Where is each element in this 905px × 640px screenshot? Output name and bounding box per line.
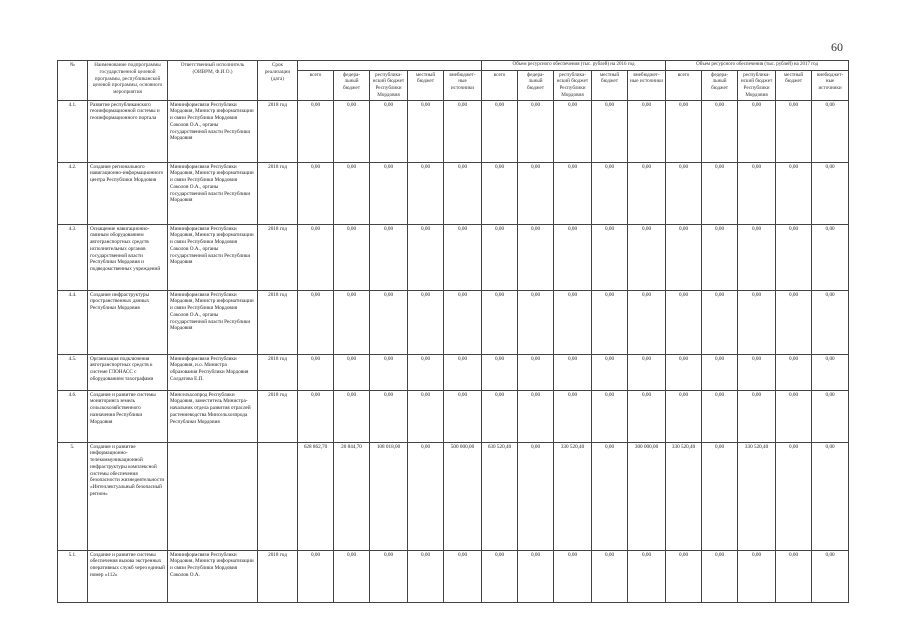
value-cell: 0,00 [518,162,554,224]
value-cell: 0,00 [444,162,482,224]
subheader-cell: республика-нский бюджет Республики Мордовия [370,70,408,100]
row-responsible: Мининформсвязи Республики Мордовия, Министр информатизации и связи Республики Мордовия Соколов О.А., органы государственной власти Республики Мордовия [168,290,258,354]
value-cell: 0,00 [482,550,518,602]
value-cell: 0,00 [702,550,738,602]
row-name: Создание и развитие системы мониторинга земель сельскохозяйственного назначения Республики Мордовия [88,390,168,442]
row-term: 2018 год [258,224,298,290]
value-cell: 0,00 [812,224,849,290]
value-cell: 0,00 [518,290,554,354]
value-cell: 0,00 [334,354,370,390]
subheader-cell: местный бюджет [776,70,812,100]
row-responsible: Мининформсвязи Республики Мордовия, и.о. Министра образования Республики Мордовия Солдатова Е.П. [168,354,258,390]
header-group-2015 [298,61,482,71]
header-group-2017: Объем ресурсного обеспечения (тыс. рублей) на 2017 год [666,61,849,71]
value-cell: 0,00 [812,390,849,442]
row-name: Создание инфраструктуры пространственных данных Республики Мордовия [88,290,168,354]
value-cell: 0,00 [702,100,738,162]
page-number: 60 [831,40,843,54]
row-number: 4.6. [58,390,88,442]
table-row [58,354,849,390]
value-cell: 0,00 [738,354,776,390]
subheader-cell: республика-нский бюджет Республики Мордовия [738,70,776,100]
value-cell: 0,00 [554,390,592,442]
value-cell: 0,00 [738,224,776,290]
value-cell: 0,00 [482,100,518,162]
row-responsible: Мининформсвязи Республики Мордовия, Министр информатизации и связи Республики Мордовия Соколов О.А., органы государственной власти Республики Мордовия [168,224,258,290]
header-row-1 [58,61,849,71]
value-cell: 0,00 [628,290,666,354]
row-responsible: Мининформсвязи Республики Мордовия, Министр информатизации и связи Республики Мордовия Соколов О.А., органы государственной власти Республики Мордовия [168,100,258,162]
value-cell: 0,00 [408,162,444,224]
resource-table [57,60,849,603]
value-cell: 0,00 [408,442,444,550]
value-cell: 0,00 [702,290,738,354]
row-term [258,442,298,550]
row-term: 2018 год [258,290,298,354]
table-row [58,162,849,224]
subheader-cell: республика-нский бюджет Республики Мордовия [554,70,592,100]
value-cell: 0,00 [408,224,444,290]
value-cell: 630 520,40 [482,442,518,550]
value-cell: 0,00 [702,354,738,390]
value-cell: 0,00 [554,162,592,224]
value-cell: 0,00 [812,162,849,224]
value-cell: 0,00 [666,290,702,354]
header-no: № [58,61,88,101]
row-term: 2018 год [258,162,298,224]
value-cell: 0,00 [482,162,518,224]
value-cell: 0,00 [444,550,482,602]
value-cell: 0,00 [702,442,738,550]
value-cell: 108 018,00 [370,442,408,550]
value-cell: 0,00 [334,162,370,224]
value-cell: 0,00 [592,550,628,602]
subheader-cell: местный бюджет [408,70,444,100]
value-cell: 0,00 [776,390,812,442]
row-number: 4.3. [58,224,88,290]
value-cell: 0,00 [776,550,812,602]
value-cell: 0,00 [812,442,849,550]
value-cell: 0,00 [776,224,812,290]
table-row [58,390,849,442]
value-cell: 0,00 [738,162,776,224]
table-row [58,224,849,290]
value-cell: 0,00 [298,162,334,224]
value-cell: 0,00 [628,550,666,602]
value-cell: 0,00 [444,354,482,390]
row-number: 5.1. [58,550,88,602]
value-cell: 0,00 [334,390,370,442]
value-cell: 628 862,70 [298,442,334,550]
row-number: 5. [58,442,88,550]
value-cell: 0,00 [370,354,408,390]
value-cell: 0,00 [334,290,370,354]
value-cell: 0,00 [370,100,408,162]
row-name: Развитие республиканского геоинформационной системы и геоинформационного портала [88,100,168,162]
value-cell: 0,00 [334,224,370,290]
value-cell: 0,00 [592,390,628,442]
row-responsible: Мининформсвязи Республики Мордовия, Министр информатизации и связи Республики Мордовия Соколов О.А., органы государственной власти Республики Мордовия [168,162,258,224]
value-cell: 0,00 [518,442,554,550]
value-cell: 0,00 [408,550,444,602]
value-cell: 0,00 [518,390,554,442]
row-term: 2018 год [258,354,298,390]
value-cell: 0,00 [554,550,592,602]
value-cell: 0,00 [298,100,334,162]
value-cell: 0,00 [812,290,849,354]
value-cell: 0,00 [444,390,482,442]
value-cell: 0,00 [444,224,482,290]
value-cell: 0,00 [666,550,702,602]
value-cell: 0,00 [298,550,334,602]
document-body [57,60,848,603]
value-cell: 0,00 [518,354,554,390]
subheader-cell: федера-льный бюджет [518,70,554,100]
subheader-cell: всего [482,70,518,100]
value-cell: 500 000,00 [444,442,482,550]
value-cell: 0,00 [592,290,628,354]
row-name: Создание и развитие системы обеспечения вызова экстренных оперативных служб через единый номер «112» [88,550,168,602]
value-cell: 0,00 [298,224,334,290]
value-cell: 0,00 [370,390,408,442]
value-cell: 0,00 [518,550,554,602]
value-cell: 0,00 [738,390,776,442]
row-name: Создание регионального навигационно-информационного центра Республики Мордовия [88,162,168,224]
row-responsible: Минсельхозпрод Республики Мордовия, заместитель Министра-начальник отдела развития отраслей растениеводства Минсельхозпрода Республики Мордовия [168,390,258,442]
row-term: 2018 год [258,550,298,602]
value-cell: 0,00 [776,442,812,550]
value-cell: 0,00 [370,224,408,290]
value-cell: 0,00 [408,290,444,354]
row-responsible: Мининформсвязи Республики Мордовия, Министр информатизации и связи Республики Мордовия Соколов О.А. [168,550,258,602]
value-cell: 0,00 [554,354,592,390]
row-name: Оснащение навигационно-связным оборудованием автотранспортных средств исполнительных органов государственной власти Республики Мордовия и подведомственных учреждений [88,224,168,290]
value-cell: 0,00 [298,290,334,354]
value-cell: 0,00 [776,162,812,224]
value-cell: 0,00 [776,100,812,162]
value-cell: 0,00 [702,390,738,442]
row-number: 4.4. [58,290,88,354]
value-cell: 0,00 [812,354,849,390]
table-row [58,442,849,550]
value-cell: 0,00 [334,100,370,162]
value-cell: 0,00 [738,550,776,602]
value-cell: 0,00 [702,224,738,290]
subheader-cell: внебюджет-ные источники [444,70,482,100]
value-cell: 330 520,40 [554,442,592,550]
row-number: 4.5. [58,354,88,390]
subheader-cell: местный бюджет [592,70,628,100]
value-cell: 0,00 [408,390,444,442]
value-cell: 0,00 [812,100,849,162]
row-responsible [168,442,258,550]
row-name: Создание и развитие информационно-телекоммуникационной инфраструктуры комплексной системы обеспечения безопасности жизнедеятельности «Интеллектуальный безопасный регион» [88,442,168,550]
value-cell: 330 520,40 [666,442,702,550]
value-cell: 0,00 [592,100,628,162]
value-cell: 0,00 [628,224,666,290]
value-cell: 20 844,70 [334,442,370,550]
value-cell: 0,00 [444,100,482,162]
value-cell: 0,00 [554,224,592,290]
value-cell: 0,00 [408,354,444,390]
row-number: 4.2. [58,162,88,224]
value-cell: 330 520,40 [738,442,776,550]
value-cell: 0,00 [592,442,628,550]
value-cell: 0,00 [370,162,408,224]
value-cell: 0,00 [628,162,666,224]
row-number: 4.1. [58,100,88,162]
value-cell: 0,00 [298,354,334,390]
value-cell: 0,00 [628,390,666,442]
value-cell: 0,00 [370,290,408,354]
table-row [58,550,849,602]
subheader-cell: федера-льный бюджет [334,70,370,100]
value-cell: 0,00 [738,100,776,162]
value-cell: 0,00 [738,290,776,354]
header-name: Наименование подпрограммы государственной целевой программы, республиканской целевой программы, основного мероприятия [88,61,168,101]
value-cell: 0,00 [812,550,849,602]
subheader-cell: федера-льный бюджет [702,70,738,100]
value-cell: 0,00 [702,162,738,224]
header-term: Срок реализации (дата) [258,61,298,101]
value-cell: 0,00 [666,390,702,442]
value-cell: 0,00 [628,100,666,162]
header-responsible: Ответственный исполнитель (ОИВРМ, Ф.И.О.) [168,61,258,101]
value-cell: 0,00 [482,290,518,354]
value-cell: 0,00 [776,290,812,354]
value-cell: 0,00 [482,390,518,442]
value-cell: 0,00 [518,100,554,162]
row-name: Организация подключения автотранспортных средств к системе ГЛОНАСС с оборудованием тахографами [88,354,168,390]
value-cell: 0,00 [592,224,628,290]
subheader-cell: внебюджет-ные источники [812,70,849,100]
value-cell: 0,00 [628,354,666,390]
subheader-cell: всего [666,70,702,100]
value-cell: 0,00 [554,290,592,354]
table-row [58,100,849,162]
row-term: 2018 год [258,100,298,162]
value-cell: 0,00 [298,390,334,442]
value-cell: 0,00 [444,290,482,354]
value-cell: 0,00 [554,100,592,162]
subheader-cell: внебюджет-ные источники [628,70,666,100]
value-cell: 0,00 [666,162,702,224]
value-cell: 0,00 [482,354,518,390]
value-cell: 0,00 [370,550,408,602]
value-cell: 0,00 [776,354,812,390]
value-cell: 0,00 [666,354,702,390]
value-cell: 0,00 [334,550,370,602]
value-cell: 0,00 [518,224,554,290]
value-cell: 300 000,00 [628,442,666,550]
header-group-2016: Объем ресурсного обеспечения (тыс. рублей) на 2016 год [482,61,666,71]
row-term: 2018 год [258,390,298,442]
value-cell: 0,00 [666,100,702,162]
subheader-cell: всего [298,70,334,100]
value-cell: 0,00 [666,224,702,290]
table-body [58,100,849,602]
value-cell: 0,00 [592,162,628,224]
value-cell: 0,00 [408,100,444,162]
value-cell: 0,00 [592,354,628,390]
value-cell: 0,00 [482,224,518,290]
table-row [58,290,849,354]
